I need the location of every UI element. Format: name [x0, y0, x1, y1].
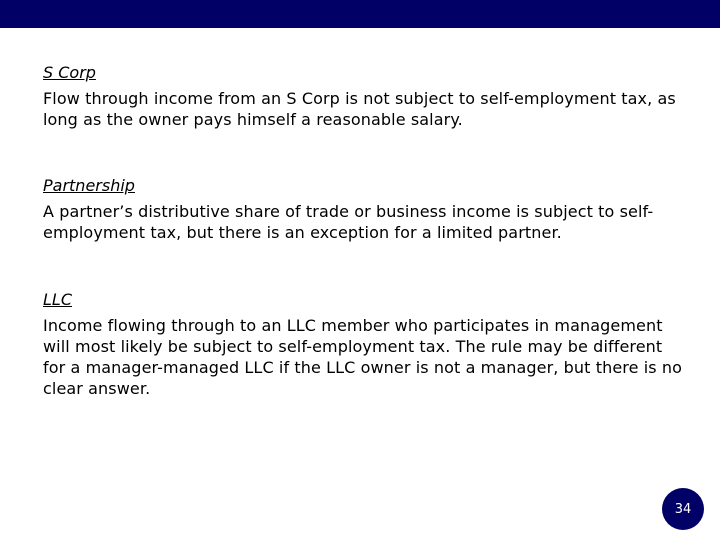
section-s-corp — [43, 63, 683, 130]
page-number: 34 — [674, 501, 692, 517]
section-heading: S Corp — [43, 63, 96, 82]
section-llc — [43, 290, 683, 399]
section-partnership — [43, 176, 683, 243]
section-heading: Partnership — [43, 176, 135, 195]
section-body: Flow through income from an S Corp is not subject to self-employment tax, as long as the owner pays himself a reasonable salary. — [43, 89, 676, 129]
section-body: Income flowing through to an LLC member who participates in management will most likely be subject to self-employment tax. The rule may be different for a manager-managed LLC if the LLC owner is not a manager, but there is no clear answer. — [43, 316, 683, 398]
section-body: A partner’s distributive share of trade or business income is subject to self-employment tax, but there is an exception for a limited partner. — [43, 202, 654, 242]
section-heading: LLC — [43, 290, 72, 309]
header-bar — [0, 0, 720, 28]
page-number-badge — [662, 488, 704, 530]
